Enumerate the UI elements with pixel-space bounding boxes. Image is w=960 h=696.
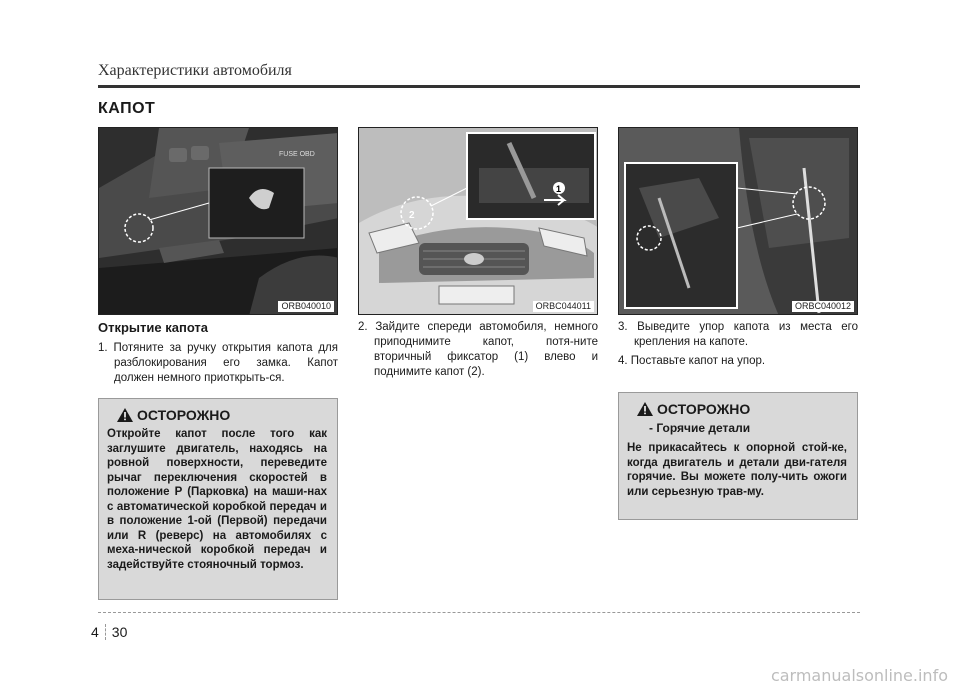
svg-text:1: 1 <box>556 184 562 194</box>
warning-text: Откройте капот после того как заглушите двигатель, находясь на ровной поверхности, переведите рычаг переключения скоростей в положение P (Парковка) на маши-нах с автоматической коробкой передач и в положение 1-ой (Первой) передачи или R (реверс) на автомобилях с меха-нической коробкой передач и задействуйте стояночный тормоз. <box>107 428 327 571</box>
figure-code: ORBC040012 <box>792 301 854 312</box>
watermark: carmanualsonline.info <box>770 666 948 685</box>
hood-release-lever-illustration <box>99 128 338 315</box>
warning-box-engine-off <box>98 398 338 600</box>
warning-box-hot-parts <box>618 392 858 520</box>
warning-header <box>627 401 847 417</box>
svg-text:FUSE OBD: FUSE OBD <box>279 151 315 158</box>
warning-title: ОСТОРОЖНО <box>657 401 751 417</box>
page-number <box>91 624 127 640</box>
figure-hood-rod <box>618 127 858 315</box>
warning-triangle-icon <box>117 408 133 422</box>
step-1: 1. Потяните за ручку открытия капота для разблокирования его замка. Капот должен немного приоткрыть-ся. <box>98 342 338 384</box>
warning-text: Не прикасайтесь к опорной стой-ке, когда двигатель и детали дви-гателя горячие. Вы можете полу-чить ожоги или серьезную трав-му. <box>627 442 847 498</box>
car-front-hood-latch-illustration <box>359 128 598 315</box>
warning-title: ОСТОРОЖНО <box>137 407 231 423</box>
hood-support-rod-illustration <box>619 128 858 315</box>
figure-code: ORBC044011 <box>533 301 594 312</box>
column-1 <box>98 320 338 390</box>
header-rule <box>98 85 860 88</box>
figure-hood-release <box>98 127 338 315</box>
svg-text:2: 2 <box>409 210 415 221</box>
step-4: 4. Поставьте капот на упор. <box>618 355 766 367</box>
column-2 <box>358 320 598 384</box>
figure-hood-latch <box>358 127 598 315</box>
section-title: КАПОТ <box>98 100 156 117</box>
column-3 <box>618 320 858 373</box>
warning-triangle-icon <box>637 402 653 416</box>
warning-header <box>107 407 327 423</box>
page-section: 4 <box>91 624 99 640</box>
page-number-separator <box>105 624 106 640</box>
page-index: 30 <box>111 624 128 640</box>
step-3: 3. Выведите упор капота из места его крепления на капоте. <box>618 321 858 348</box>
figure-code: ORB040010 <box>278 301 334 312</box>
subheading-opening-hood: Открытие капота <box>98 320 209 335</box>
footer-rule <box>98 612 860 613</box>
chapter-title: Характеристики автомобиля <box>98 62 292 79</box>
warning-subtitle: - Горячие детали <box>649 421 751 435</box>
step-2: 2. Зайдите спереди автомобиля, немного приподнимите капот, потя-ните вторичный фиксатор (1) влево и поднимите капот (2). <box>358 321 598 378</box>
